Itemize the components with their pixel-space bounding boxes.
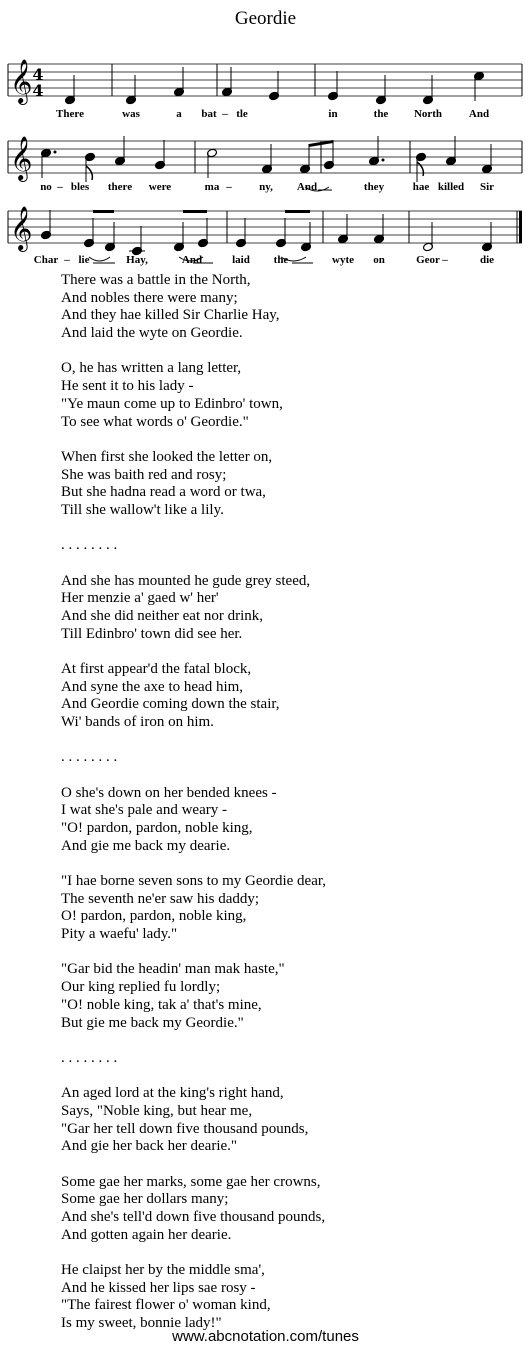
lyric-syllable: was [122,108,140,120]
lyric-syllable: tle [236,108,248,120]
lyric-syllable: And [181,254,203,266]
verse-line: "I hae borne seven sons to my Geordie dear, [61,873,327,890]
beam [285,210,310,213]
lyric-syllable: they [363,181,385,193]
lyric-syllable: There [56,108,84,120]
note-dot [382,159,385,162]
verse-line: O, he has written a lang letter, [61,360,242,377]
tune-title: Geordie [234,8,297,29]
verse-line: "Gar her tell down five thousand pounds, [61,1120,309,1137]
verse-line: And Geordie coming down the stair, [61,696,280,713]
lyric-syllable: Geor [416,254,440,266]
verse-line: Some gae her marks, some gae her crowns, [61,1173,321,1190]
lyric-syllable: lie [78,254,90,266]
note-flag [417,162,423,176]
stanza [61,449,501,520]
lyric-syllable: – [226,181,232,193]
stanza [61,1262,501,1333]
stanza [61,573,501,644]
final-bar-line [519,211,522,243]
footer-url[interactable]: www.abcnotation.com/tunes [172,1328,359,1345]
verse-line: And he kissed her lips sae rosy - [61,1279,256,1296]
verse-line: Wi' bands of iron on him. [61,714,214,731]
lyric-syllable: killed [437,181,465,193]
lyric-syllable: Sir [479,181,495,193]
verse-line: Pity a waefu' lady." [61,926,178,943]
verse-line: And syne the axe to head him, [61,678,244,695]
stanza [61,785,501,856]
stanza [61,961,501,1032]
verse-line: The seventh ne'er saw his daddy; [61,890,260,907]
lyric-syllable: laid [232,254,250,266]
stanza [61,1050,501,1068]
verse-line: "Gar bid the headin' man mak haste," [61,961,285,978]
treble-clef-icon: 𝄞 [10,59,33,103]
stanza [61,1085,501,1156]
verse-line: Some gae her dollars many; [61,1191,229,1208]
verse-line: He claipst her by the middle sma', [61,1261,265,1278]
note-dot [54,151,57,154]
verse-line: I wat she's pale and weary - [61,802,227,819]
verse-line: O! pardon, pardon, noble king, [61,908,247,925]
lyric-syllable: the [373,108,389,120]
lyric-syllable: And [468,108,490,120]
stanza [61,661,501,732]
verse-line: Till she wallow't like a lily. [61,501,224,518]
stanza [61,873,501,944]
lyric-syllable: – [222,108,228,120]
lyric-syllable: And [296,181,318,193]
verse-line: And they hae killed Sir Charlie Hay, [61,307,280,324]
lyric-syllable: – [64,254,70,266]
lyric-syllable: on [373,254,385,266]
slur [89,257,110,261]
verse-line: "O! pardon, pardon, noble king, [61,820,253,837]
stanza [61,360,501,431]
stanza [61,537,501,555]
verse-line: . . . . . . . . [61,1049,118,1066]
lyric-syllable: ny, [259,181,273,193]
verse-line: There was a battle in the North, [61,272,251,288]
lyric-syllable: bat [201,108,217,120]
treble-clef-icon: 𝄞 [10,136,33,180]
verse-line: Is my sweet, bonnie lady!" [61,1315,222,1332]
lyric-syllable: Char [33,254,59,266]
lyric-syllable: a [176,108,182,120]
lyric-syllable: North [413,108,443,120]
stanza [61,1174,501,1245]
lyric-syllable: the [273,254,289,266]
verse-line: Till Edinbro' town did see her. [61,625,243,642]
treble-clef-icon: 𝄞 [10,206,33,250]
verse-line: Our king replied fu lordly; [61,979,221,996]
verse-line: And gie me back my dearie. [61,837,231,854]
verse-line: And gie her back her dearie." [61,1138,238,1155]
verse-line: And gotten again her dearie. [61,1226,232,1243]
lyric-syllable: there [107,181,133,193]
lyric-syllable: were [148,181,172,193]
stanza [61,749,501,767]
verse-line: He sent it to his lady - [61,378,194,395]
verse-line: And laid the wyte on Geordie. [61,325,243,342]
verse-line: But gie me back my Geordie." [61,1014,244,1031]
verse-line: "The fairest flower o' woman kind, [61,1297,271,1314]
verse-line: To see what words o' Geordie." [61,413,249,430]
verse-line: O she's down on her bended knees - [61,784,277,801]
beam [183,210,207,213]
verse-line: "O! noble king, tak a' that's mine, [61,996,262,1013]
music-score [0,0,531,270]
time-signature-bottom: 4 [32,81,44,100]
verse-line: An aged lord at the king's right hand, [61,1085,284,1102]
verse-line: "Ye maun come up to Edinbro' town, [61,395,283,412]
verse-line: At first appear'd the fatal block, [61,660,252,677]
lyric-syllable: bles [70,181,90,193]
stanza [61,272,501,343]
lyric-syllable: hae [412,181,430,193]
beam [93,210,114,213]
verse-line: . . . . . . . . [61,537,118,554]
verse-line: And she did neither eat nor drink, [61,607,264,624]
lyric-syllable: wyte [332,254,354,266]
verse-line: Her menzie a' gaed w' her' [61,590,219,607]
verse-line: When first she looked the letter on, [61,448,273,465]
lyric-syllable: Hay, [126,254,148,266]
lyric-syllable: – [57,181,63,193]
verses-block [61,272,501,1350]
lyric-syllable: ma [204,181,220,193]
lyric-syllable: no [40,181,52,193]
verse-line: . . . . . . . . [61,749,118,766]
verse-line: She was baith red and rosy; [61,466,227,483]
verse-line: And she's tell'd down five thousand pounds, [61,1208,326,1225]
lyric-syllable: – [442,254,448,266]
verse-line: Says, "Noble king, but hear me, [61,1102,253,1119]
lyric-syllable: die [479,254,495,266]
lyric-syllable: in [328,108,338,120]
time-signature-top: 4 [32,65,44,84]
verse-line: And she has mounted he gude grey steed, [61,572,311,589]
verse-line: And nobles there were many; [61,289,238,306]
verse-line: But she hadna read a word or twa, [61,484,266,501]
